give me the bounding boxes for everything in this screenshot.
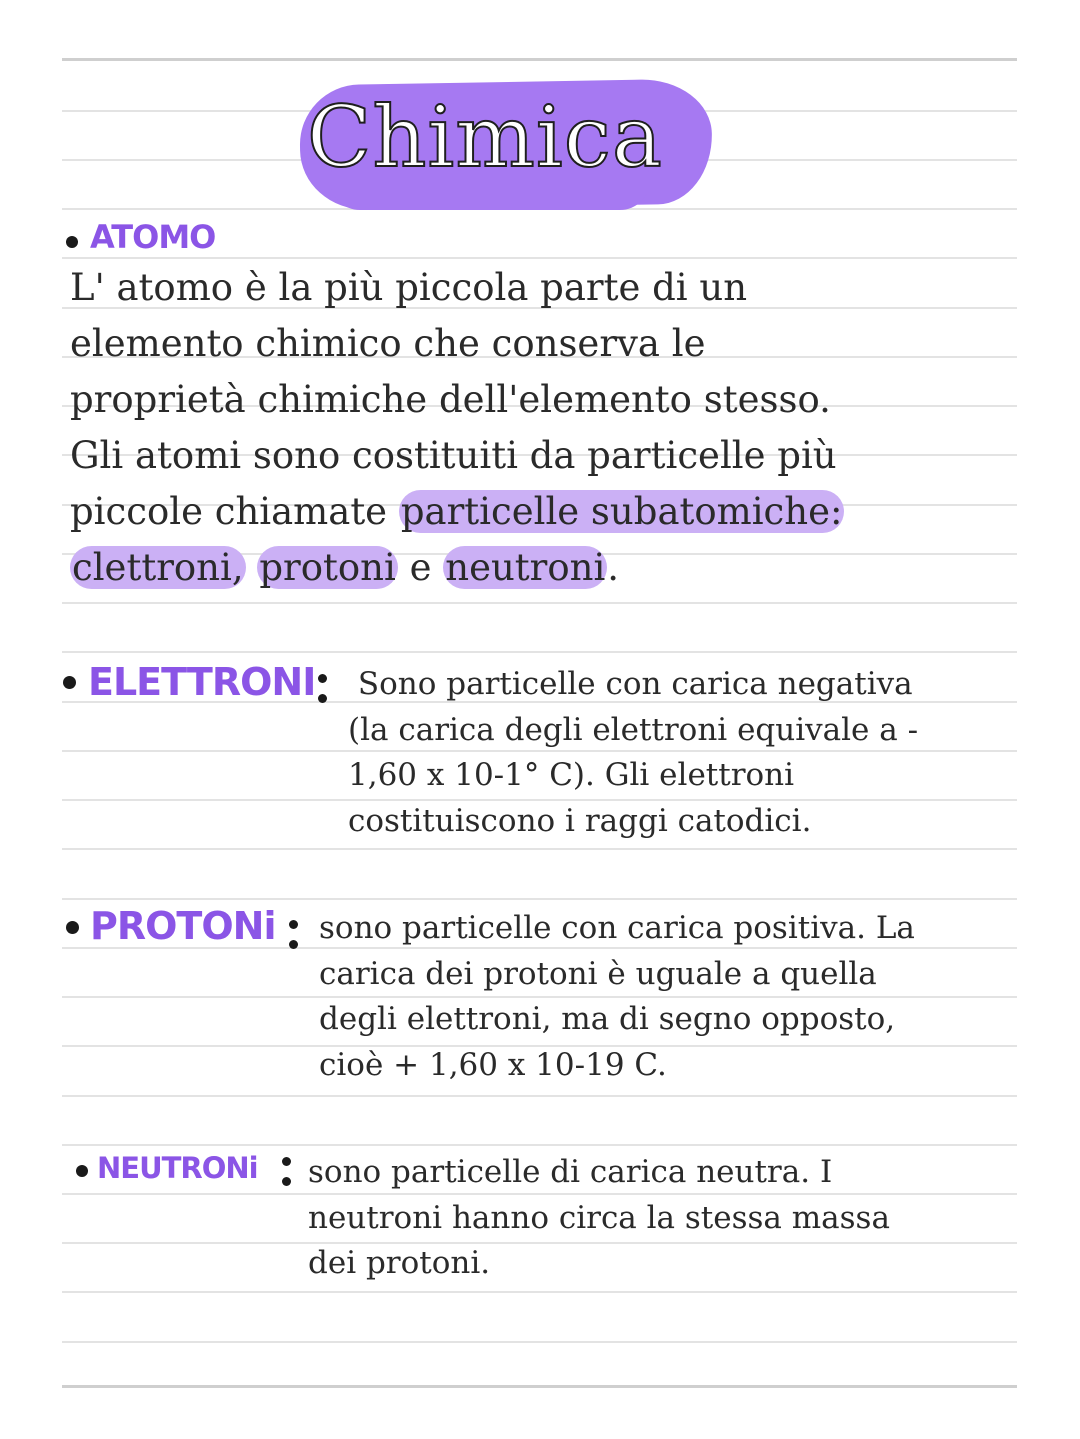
bullet-neutroni xyxy=(76,1165,88,1177)
ruled-line xyxy=(62,1291,1017,1293)
page-title xyxy=(0,88,1016,186)
highlight-neutroni: neutroni xyxy=(445,546,606,589)
atomo-line-text xyxy=(246,546,258,589)
ruled-line xyxy=(62,1095,1017,1097)
atomo-line: elemento chimico che conserva le xyxy=(70,322,706,365)
bullet-elettroni xyxy=(63,676,76,689)
atomo-line xyxy=(70,540,1030,596)
elettroni-line: Sono particelle con carica negativa xyxy=(348,666,913,702)
ruled-line xyxy=(62,257,1017,259)
elettroni-description xyxy=(348,662,918,844)
page-title-text: Chimica xyxy=(307,88,663,186)
section-label-neutroni: NEUTRONi xyxy=(97,1151,258,1185)
neutroni-line: sono particelle di carica neutra. I xyxy=(308,1154,833,1190)
ruled-line xyxy=(62,848,1017,850)
neutroni-description xyxy=(308,1150,890,1287)
highlight-elettroni: clettroni, xyxy=(72,546,244,589)
atomo-line xyxy=(70,484,1030,540)
elettroni-line: costituiscono i raggi catodici. xyxy=(348,802,812,839)
atomo-line-text: e xyxy=(397,546,444,589)
neutroni-line: neutroni hanno circa la stessa massa xyxy=(308,1199,890,1236)
protoni-line: carica dei protoni è uguale a quella xyxy=(319,955,877,992)
atomo-line-text: . xyxy=(607,546,620,589)
ruled-line xyxy=(62,1341,1017,1343)
protoni-line: cioè + 1,60 x 10-19 C. xyxy=(319,1046,667,1083)
ruled-line-top xyxy=(62,58,1017,61)
protoni-line: sono particelle con carica positiva. La xyxy=(319,910,915,946)
protoni-description xyxy=(319,906,915,1088)
neutroni-line: dei protoni. xyxy=(308,1245,491,1281)
section-label-elettroni: ELETTRONI xyxy=(88,660,316,704)
atomo-paragraph xyxy=(70,260,1030,596)
elettroni-line: (la carica degli elettroni equivale a - xyxy=(348,711,919,748)
elettroni-line: 1,60 x 10-1° C). Gli elettroni xyxy=(348,757,795,793)
ruled-line xyxy=(62,898,1017,900)
atomo-line: L' atomo è la più piccola parte di un xyxy=(70,266,748,309)
highlight-subatomic: particelle subatomiche: xyxy=(400,490,843,533)
highlight-protoni: protoni xyxy=(259,546,396,589)
ruled-line-bottom xyxy=(62,1385,1017,1388)
atomo-line: Gli atomi sono costituiti da particelle più xyxy=(70,434,837,477)
bullet-atomo xyxy=(66,236,78,248)
section-label-protoni: PROTONi xyxy=(90,904,276,948)
protoni-line: degli elettroni, ma di segno opposto, xyxy=(319,1001,896,1037)
ruled-line xyxy=(62,1144,1017,1146)
section-label-atomo: ATOMO xyxy=(90,218,216,256)
bullet-protoni xyxy=(66,921,79,934)
ruled-line xyxy=(62,651,1017,653)
atomo-line: proprietà chimiche dell'elemento stesso. xyxy=(70,378,831,421)
ruled-line xyxy=(62,602,1017,604)
atomo-line-text: piccole chiamate xyxy=(70,490,399,533)
